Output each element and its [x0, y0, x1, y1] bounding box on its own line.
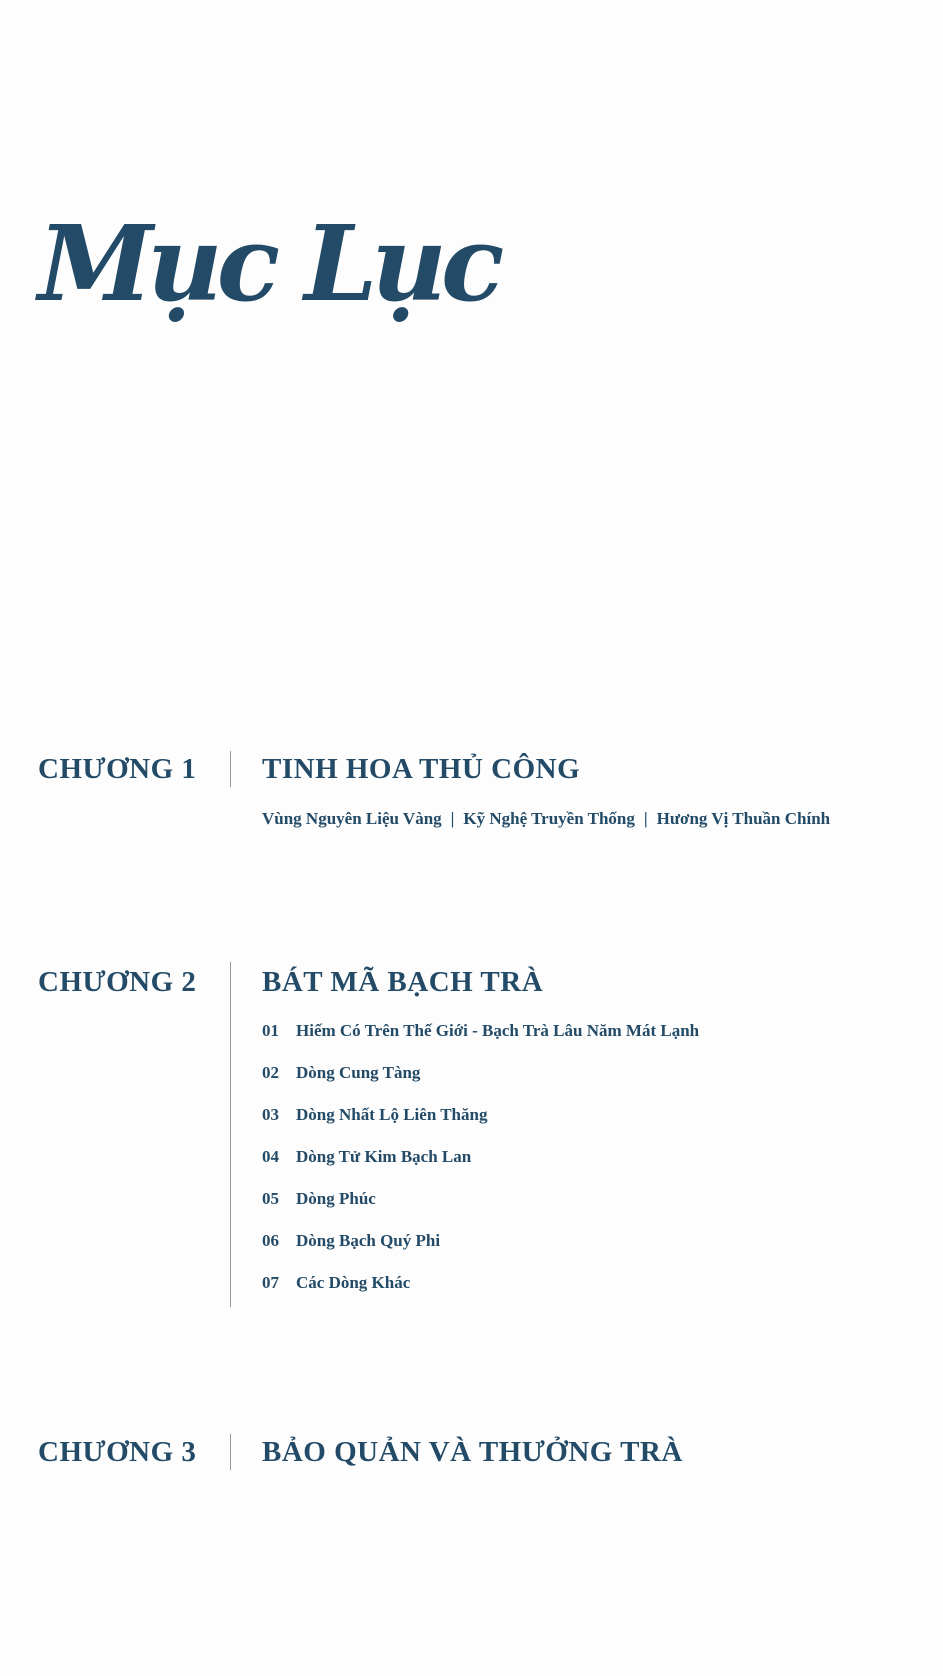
toc-entry-number: 03 [262, 1105, 279, 1124]
toc-entry-number: 01 [262, 1021, 279, 1040]
toc-entry-label: Dòng Nhất Lộ Liên Thăng [296, 1105, 488, 1124]
toc-entry-label: Dòng Phúc [296, 1189, 376, 1208]
chapter-2-list [262, 1021, 699, 1315]
toc-entry[interactable] [262, 1147, 699, 1189]
toc-entry-label: Hiếm Có Trên Thế Giới - Bạch Trà Lâu Năm Mát Lạnh [296, 1021, 700, 1040]
chapter-1-topics [262, 809, 830, 829]
chapter-1-divider [230, 751, 231, 787]
chapter-1-label: CHƯƠNG 1 [38, 753, 197, 785]
toc-entry[interactable] [262, 1063, 699, 1105]
toc-entry[interactable] [262, 1105, 699, 1147]
toc-entry-label: Dòng Cung Tàng [296, 1063, 421, 1082]
page-title-text: Mục Lục [38, 202, 499, 325]
topic-separator: | [450, 809, 455, 828]
toc-entry-label: Các Dòng Khác [296, 1273, 411, 1292]
toc-entry-number: 02 [262, 1063, 279, 1082]
toc-entry[interactable] [262, 1021, 699, 1063]
toc-entry-number: 04 [262, 1147, 279, 1166]
chapter-3-divider [230, 1434, 231, 1470]
toc-entry[interactable] [262, 1231, 699, 1273]
chapter-1-title: TINH HOA THỦ CÔNG [262, 753, 581, 785]
toc-entry-number: 06 [262, 1231, 279, 1250]
chapter-1-topic[interactable]: Kỹ Nghệ Truyền Thống [463, 809, 635, 828]
chapter-1-topic[interactable]: Vùng Nguyên Liệu Vàng [262, 809, 442, 828]
toc-entry[interactable] [262, 1189, 699, 1231]
toc-entry[interactable] [262, 1273, 699, 1315]
toc-entry-label: Dòng Bạch Quý Phi [296, 1231, 441, 1250]
chapter-3-title: BẢO QUẢN VÀ THƯỞNG TRÀ [262, 1436, 683, 1468]
toc-entry-label: Dòng Tử Kim Bạch Lan [296, 1147, 472, 1166]
toc-entry-number: 05 [262, 1189, 279, 1208]
page-title-script [38, 200, 499, 350]
topic-separator: | [643, 809, 648, 828]
chapter-2-divider [230, 962, 231, 1307]
toc-entry-number: 07 [262, 1273, 279, 1292]
chapter-3-label: CHƯƠNG 3 [38, 1436, 197, 1468]
page-title [38, 200, 499, 350]
chapter-1-topic[interactable]: Hương Vị Thuần Chính [656, 809, 831, 828]
chapter-2-title: BÁT MÃ BẠCH TRÀ [262, 966, 544, 998]
chapter-2-label: CHƯƠNG 2 [38, 966, 197, 998]
